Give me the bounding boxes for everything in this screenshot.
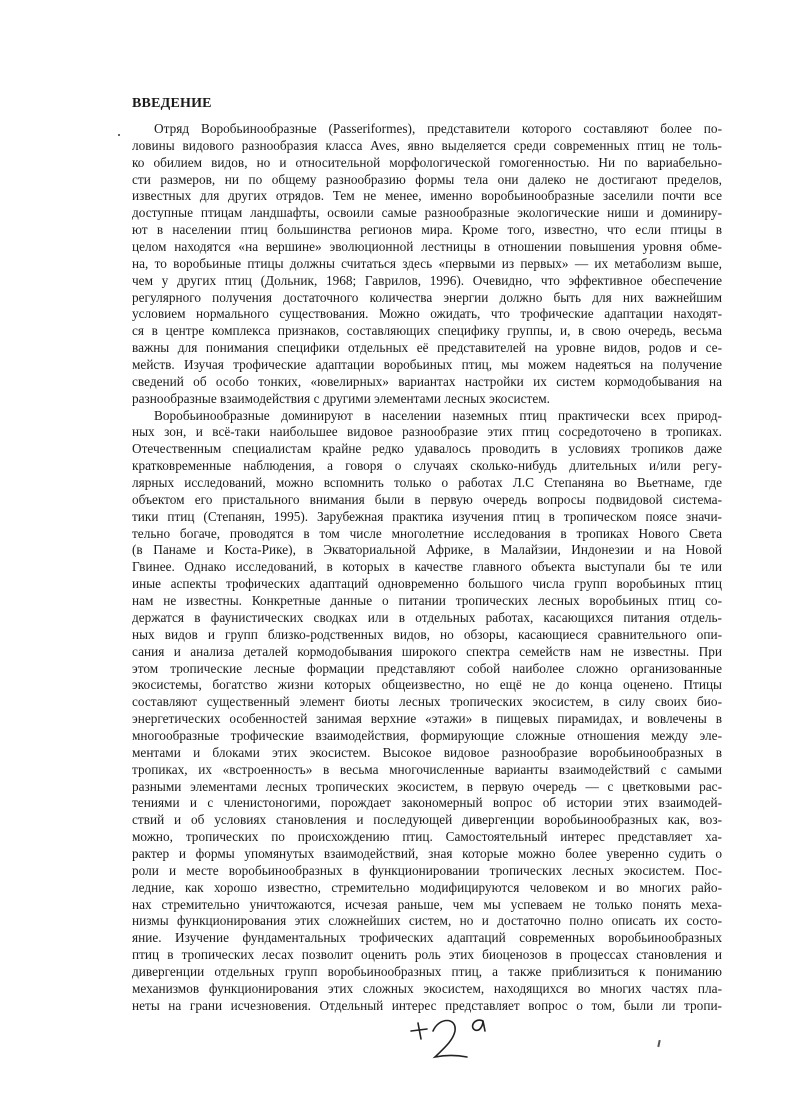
text-line: ледние, как хорошо известно, стремительно модифицируются человеком и во многих райо-: [132, 879, 722, 895]
text-line: ствий и об условиях становления и последующей дивергенции воробьинообразных как, воз-: [132, 812, 722, 828]
text-line: механизмов функционирования этих сложных экосистем, находящихся во многих частях пла-: [132, 980, 722, 996]
text-line: известных для других отрядов. Тем не менее, именно воробьинообразные заселили почти все: [132, 188, 722, 204]
text-line: можно, тропических по происхождению птиц. Самостоятельный интерес представляет ха-: [132, 829, 722, 845]
text-line: на, то воробьиные птицы должны считаться здесь «первыми из первых» — их метаболизм выше,: [132, 255, 722, 271]
handwritten-annotation: [405, 1005, 515, 1065]
text-line: этом тропические лесные формации представляют собой наиболее сложно организованные: [132, 660, 722, 676]
text-line: ко обилием видов, но и относительной морфологической гомогенностью. Ни по вариабельно-: [132, 154, 722, 170]
text-line: энергетических особенностей занимая верхние «этажи» в пищевых пирамидах, и вовлечены в: [132, 711, 722, 727]
text-line: экосистемы, богатство жизни которых общеизвестно, но ещё не до конца оценено. Птицы: [132, 677, 722, 693]
text-line: условием нормального существования. Можно ожидать, что трофические адаптации находят-: [132, 306, 722, 322]
text-line: (в Панаме и Коста-Рике), в Экваториальной Африке, в Малайзии, Индонезии и на Новой: [132, 542, 722, 558]
text-line: целом находятся «на вершине» эволюционной лестницы в отношении повышения уровня обме-: [132, 239, 722, 255]
text-line: неты на грани исчезновения. Отдельный интерес представляет вопрос о том, были ли тропи-: [132, 997, 722, 1013]
text-line: тропиках, их «встроенность» в весьма многочисленные варианты взаимодействий с самыми: [132, 761, 722, 777]
handwritten-letter-a: [473, 1020, 485, 1031]
handwritten-digit-2: [433, 1021, 467, 1058]
text-line: ся в центре комплекса признаков, составляющих специфику группы, и, в свою очередь, весьма: [132, 323, 722, 339]
text-line: мейств. Изучая трофические адаптации воробьиных птиц, мы можем надеяться на получение: [132, 357, 722, 373]
section-heading: ВВЕДЕНИЕ: [132, 96, 212, 111]
text-line: низмы функционирования этих сложнейших систем, но и достаточно полно описать их состо-: [132, 913, 722, 929]
text-line: сания и анализа деталей кормодобывания широкого спектра семейств нам не известны. При: [132, 643, 722, 659]
text-line: многообразные трофические взаимодействия, формирующие сложные отношения между эле-: [132, 727, 722, 743]
text-line: тениями и с членистоногими, порождает закономерный вопрос об истории этих взаимодей-: [132, 795, 722, 811]
text-line: сти размеров, ни по общему разнообразию формы тела они далеко не достигают пределов,: [132, 171, 722, 187]
text-line: тики птиц (Степанян, 1995). Зарубежная практика изучения птиц в тропическом поясе значи-: [132, 508, 722, 524]
text-line: яние. Изучение фундаментальных трофических адаптаций современных воробьинообразных: [132, 930, 722, 946]
handwritten-plus-mark: [411, 1023, 427, 1039]
text-line: чем у других птиц (Дольник, 1968; Гаврилов, 1996). Очевидно, что эффективное обеспечение: [132, 272, 722, 288]
text-line: Гвинее. Однако исследований, в которых в качестве главного объекта выступали бы те или: [132, 559, 722, 575]
scan-speck: [657, 1040, 660, 1047]
text-line: Отряд Воробьинообразные (Passeriformes), представители которого составляют более по-: [154, 121, 722, 136]
text-line: составляют существенный элемент биоты лесных тропических экосистем, в силу своих био-: [132, 694, 722, 710]
text-line: Воробьинообразные доминируют в населении наземных птиц практически всех природ-: [154, 407, 722, 423]
scan-speck: [118, 134, 120, 136]
text-line: птиц в тропических лесах позволит оценить роль этих биоценозов в процессах становления и: [132, 947, 722, 963]
text-line: сведений об особо тонких, «ювелирных» вариантах настройки их систем кормодобывания на: [132, 373, 722, 389]
text-line: разнообразные взаимодействия с другими элементами лесных экосистем.: [132, 390, 550, 406]
text-line: иные аспекты трофических адаптаций одновременно большого числа групп воробьиных птиц: [132, 576, 722, 592]
text-line: лярных исследований, можно вспомнить только о работах Л.С Степаняна во Вьетнаме, где: [132, 475, 722, 491]
text-line: ментами и блоками этих экосистем. Высокое видовое разнообразие воробьинообразных в: [132, 744, 722, 760]
text-line: дивергенции отдельных групп воробьинообразных птиц, а также приблизиться к пониманию: [132, 963, 722, 979]
text-line: важны для понимания специфики отдельных её представителей на уровне видов, родов и се-: [132, 340, 722, 356]
text-line: разными элементами лесных тропических экосистем, в первую очередь — с цветковыми рас-: [132, 778, 722, 794]
text-line: доступные птицам ландшафты, освоили самые разнообразные экологические ниши и доминиру-: [132, 205, 722, 221]
text-line: ют в населении птиц большинства регионов мира. Кроме того, известно, что если птицы в: [132, 222, 722, 238]
text-line: ных зон, и всё-таки наибольшее видовое разнообразие этих птиц сосредоточено в тропиках.: [132, 424, 722, 440]
text-line: тельно богаче, проводятся в том числе многолетние исследования в тропиках Нового Света: [132, 525, 722, 541]
text-line: рактер и формы упомянутых взаимодействий, зная которые можно более уверенно судить о: [132, 845, 722, 861]
text-line: кратковременные наблюдения, а говоря о случаях сколько-нибудь длительных и/или регу-: [132, 458, 722, 474]
text-line: ловины видового разнообразия класса Aves, явно выделяется среди современных птиц не толь-: [132, 137, 722, 153]
text-line: роли и месте воробьинообразных в функционировании тропических лесных экосистем. Пос-: [132, 862, 722, 878]
body-text: [132, 121, 722, 1015]
text-line: нах стремительно уничтожаются, исчезая раньше, чем мы успеваем не только понять меха-: [132, 896, 722, 912]
text-line: объектом его пристального внимания были в первую очередь вопросы подвидовой система-: [132, 491, 722, 507]
text-line: нам не известны. Конкретные данные о питании тропических лесных воробьиных птиц со-: [132, 593, 722, 609]
text-line: ных видов и групп близко-родственных видов, но обзоры, касающиеся сравнительного опи-: [132, 626, 722, 642]
text-line: регулярного получения достаточного количества энергии должно быть для них важнейшим: [132, 289, 722, 305]
text-line: держатся в фаунистических сводках или в отдельных работах, касающихся питания отдель-: [132, 609, 722, 625]
text-line: Отечественным специалистам крайне редко удавалось проводить в условиях тропиков даже: [132, 441, 722, 457]
